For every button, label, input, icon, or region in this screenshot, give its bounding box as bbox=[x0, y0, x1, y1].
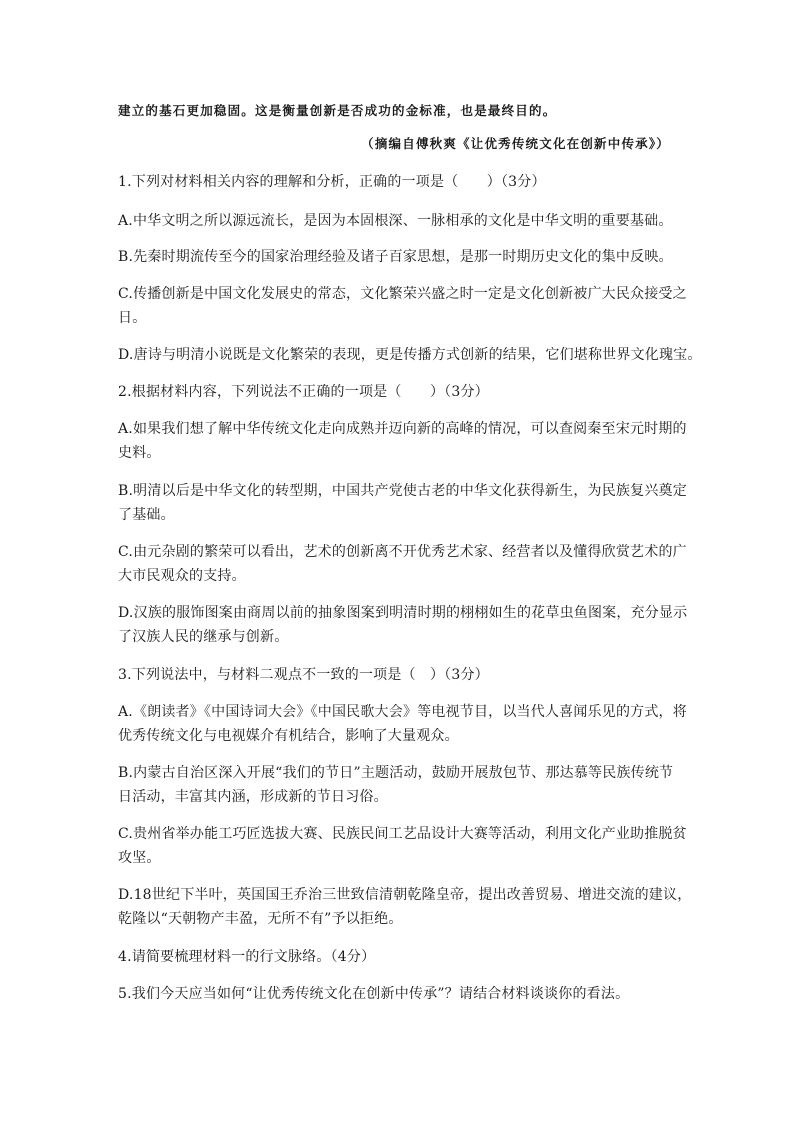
question-1-stem: 1.下列对材料相关内容的理解和分析，正确的一项是（ ）（3分） bbox=[118, 174, 546, 190]
question-2-stem: 2.根据材料内容，下列说法不正确的一项是（ ）（3分） bbox=[118, 384, 489, 400]
question-1-option-a: A.中华文明之所以源远流长，是因为本固根深、一脉相承的文化是中华文明的重要基础。 bbox=[118, 213, 673, 229]
question-3-option-d-cont: 乾隆以“天朝物产丰盈，无所不有”予以拒绝。 bbox=[118, 911, 403, 927]
question-1-option-c-cont: 日。 bbox=[118, 310, 147, 326]
question-2-option-b: B.明清以后是中华文化的转型期，中国共产党使古老的中华文化获得新生，为民族复兴奠定 bbox=[118, 483, 687, 499]
question-5-stem: 5.我们今天应当如何“让优秀传统文化在创新中传承”？请结合材料谈谈你的看法。 bbox=[118, 986, 630, 1002]
question-3-option-c-cont: 攻坚。 bbox=[118, 850, 161, 866]
question-1-option-d: D.唐诗与明清小说既是文化繁荣的表现，更是传播方式创新的结果，它们堪称世界文化瑰宝。 bbox=[118, 347, 702, 363]
question-2-option-a-cont: 史料。 bbox=[118, 445, 161, 461]
question-1-option-b: B.先秦时期流传至今的国家治理经验及诸子百家思想，是那一时期历史文化的集中反映。 bbox=[118, 249, 673, 265]
question-2-option-a: A.如果我们想了解中华传统文化走向成熟并迈向新的高峰的情况，可以查阅秦至宋元时期的 bbox=[118, 421, 687, 437]
question-4-stem: 4.请简要梳理材料一的行文脉络。（4分） bbox=[118, 949, 376, 965]
question-2-option-c-cont: 大市民观众的支持。 bbox=[118, 568, 246, 584]
question-2-option-d: D.汉族的服饰图案由商周以前的抽象图案到明清时期的栩栩如生的花草虫鱼图案，充分显示 bbox=[118, 605, 688, 621]
passage-source: （摘编自傅秋爽《让优秀传统文化在创新中传承》） bbox=[361, 136, 670, 151]
question-3-option-b-cont: 日活动，丰富其内涵，形成新的节日习俗。 bbox=[118, 789, 388, 805]
question-2-option-d-cont: 了汉族人民的继承与创新。 bbox=[118, 629, 289, 645]
question-1-option-c: C.传播创新是中国文化发展史的常态，文化繁荣兴盛之时一定是文化创新被广大民众接受之 bbox=[118, 286, 687, 302]
passage-tail-line: 建立的基石更加稳固。这是衡量创新是否成功的金标准，也是最终目的。 bbox=[118, 103, 557, 118]
question-3-option-a-cont: 优秀传统文化与电视媒介有机结合，影响了大量观众。 bbox=[118, 728, 459, 744]
question-2-option-c: C.由元杂剧的繁荣可以看出，艺术的创新离不开优秀艺术家、经营者以及懂得欣赏艺术的广 bbox=[118, 544, 687, 560]
question-3-option-a: A.《朗读者》《中国诗词大会》《中国民歌大会》等电视节目，以当代人喜闻乐见的方式，将 bbox=[118, 704, 687, 720]
question-3-option-d: D.18世纪下半叶，英国国王乔治三世致信清朝乾隆皇帝，提出改善贸易、增进交流的建议， bbox=[118, 887, 692, 903]
question-3-stem: 3.下列说法中，与材料二观点不一致的一项是（ ）（3分） bbox=[118, 667, 489, 683]
question-3-option-b: B.内蒙古自治区深入开展“我们的节日”主题活动，鼓励开展敖包节、那达慕等民族传统节 bbox=[118, 765, 674, 781]
question-2-option-b-cont: 了基础。 bbox=[118, 507, 175, 523]
question-3-option-c: C.贵州省举办能工巧匠选拔大赛、民族民间工艺品设计大赛等活动，利用文化产业助推脱贫 bbox=[118, 826, 687, 842]
